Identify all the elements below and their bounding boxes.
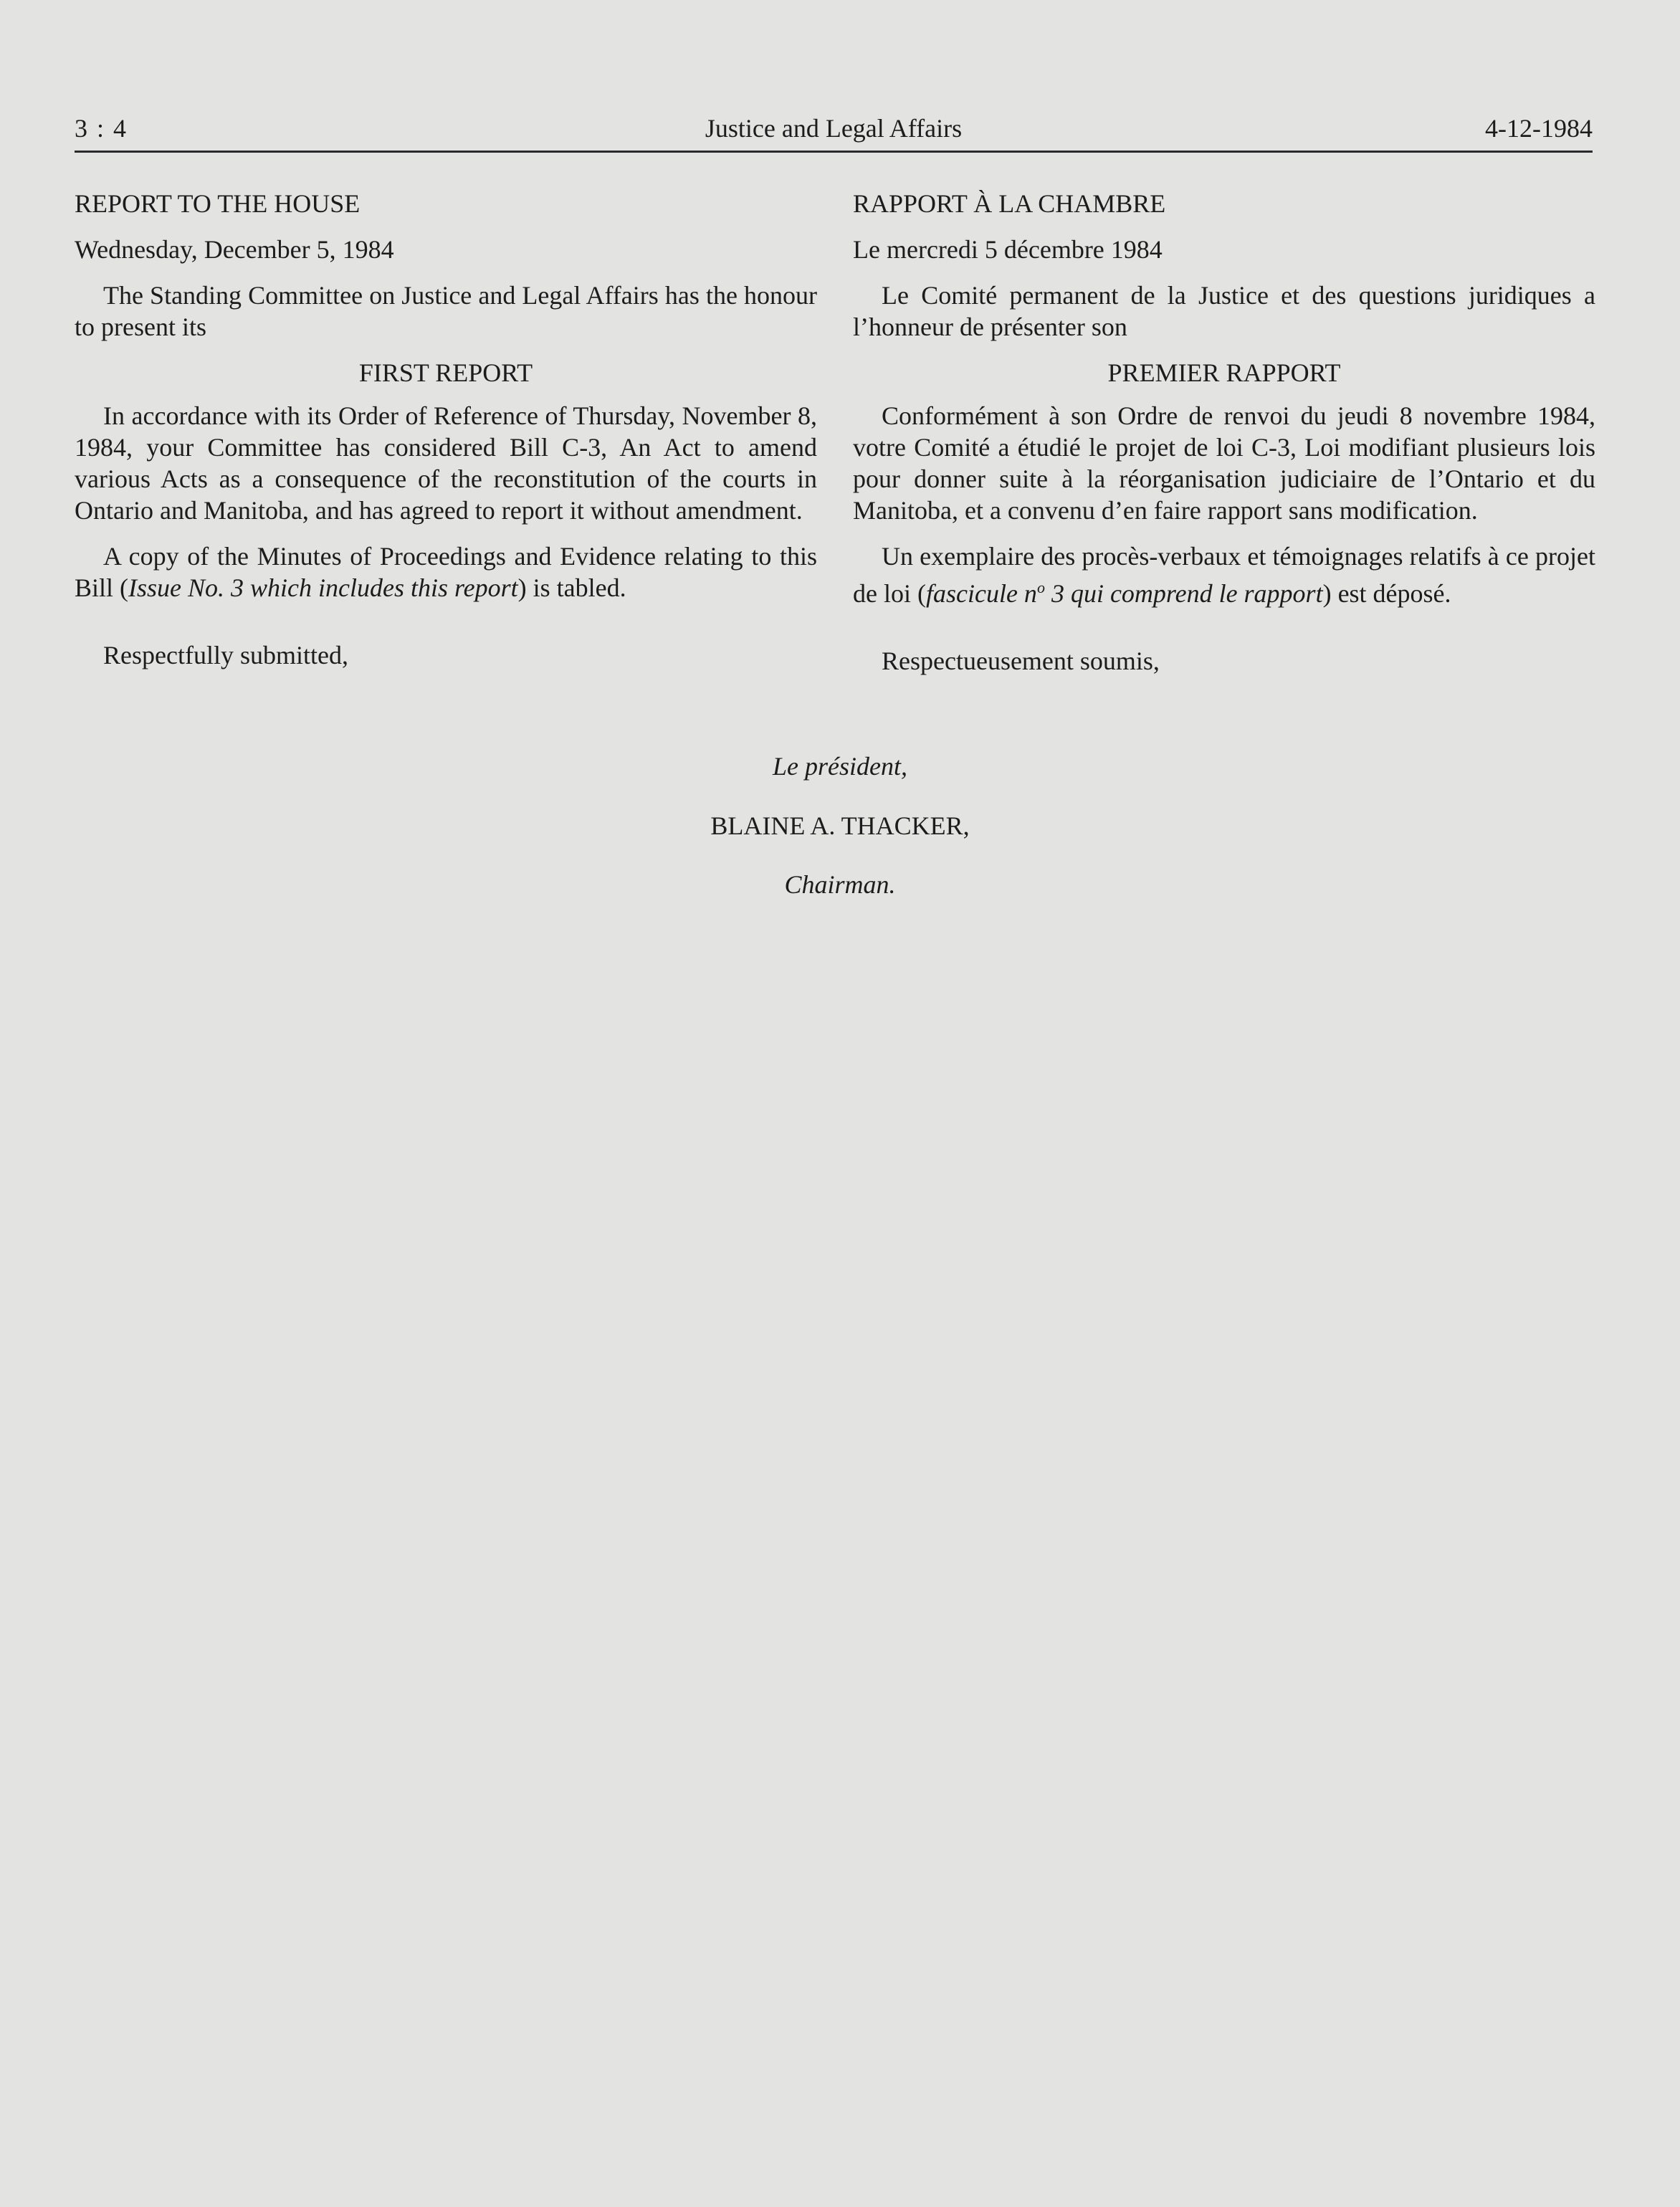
french-intro: Le Comité permanent de la Justice et des questions juridiques a l’honneur de présenter son (853, 281, 1595, 341)
english-column (75, 188, 817, 671)
header-rule (75, 151, 1593, 153)
english-issue-reference: Issue No. 3 which includes this report (128, 573, 518, 602)
english-paragraph-2-end: ) is tabled. (517, 573, 626, 602)
english-paragraph-2-start: A copy of the Minutes of Proceedings and Evidence relating to this Bill ( (75, 542, 817, 602)
french-issue-ref-b: 3 qui comprend le rapport (1044, 579, 1323, 608)
signature-english-title: Chairman. (784, 870, 896, 899)
signature-french-title: Le président, (773, 752, 907, 781)
page-header (75, 113, 1593, 151)
english-closing: Respectfully submitted, (103, 641, 348, 669)
running-title: Justice and Legal Affairs (705, 114, 963, 143)
french-date: Le mercredi 5 décembre 1984 (853, 235, 1163, 264)
french-issue-ref-a: fascicule n (925, 579, 1037, 608)
english-heading: REPORT TO THE HOUSE (75, 189, 361, 218)
english-date: Wednesday, December 5, 1984 (75, 235, 394, 264)
english-paragraph-2 (75, 540, 817, 604)
french-issue-reference (926, 579, 1323, 608)
french-paragraph-2-end: ) est déposé. (1322, 579, 1451, 608)
french-closing: Respectueusement soumis, (882, 647, 1160, 675)
signature-name: BLAINE A. THACKER, (710, 811, 970, 840)
english-intro: The Standing Committee on Justice and Legal Affairs has the honour to present its (75, 281, 817, 341)
english-paragraph-1: In accordance with its Order of Reference of Thursday, November 8, 1984, your Committee has considered Bill C-3, An Act to amend various Acts as a consequence of the reconstitution of the courts in Ontario and Manitoba, and has agreed to report it without amendment. (75, 401, 817, 525)
french-column (853, 188, 1595, 677)
page-number: 3 : 4 (75, 114, 128, 143)
english-report-title: FIRST REPORT (358, 358, 533, 387)
header-date: 4-12-1984 (1485, 114, 1593, 143)
french-report-title: PREMIER RAPPORT (1107, 358, 1341, 387)
french-paragraph-2 (853, 540, 1595, 609)
french-heading: RAPPORT À LA CHAMBRE (853, 189, 1166, 218)
french-issue-ref-sup: o (1036, 578, 1045, 596)
french-paragraph-2-start: Un exemplaire des procès-verbaux et témoignages relatifs à ce projet de loi ( (853, 542, 1595, 608)
french-paragraph-1: Conformément à son Ordre de renvoi du jeudi 8 novembre 1984, votre Comité a étudié le projet de loi C-3, Loi modifiant plusieurs lois pour donner suite à la réorganisation judiciaire de l’Ontario et du Manitoba, et a convenu d’en faire rapport sans modification. (853, 401, 1595, 525)
